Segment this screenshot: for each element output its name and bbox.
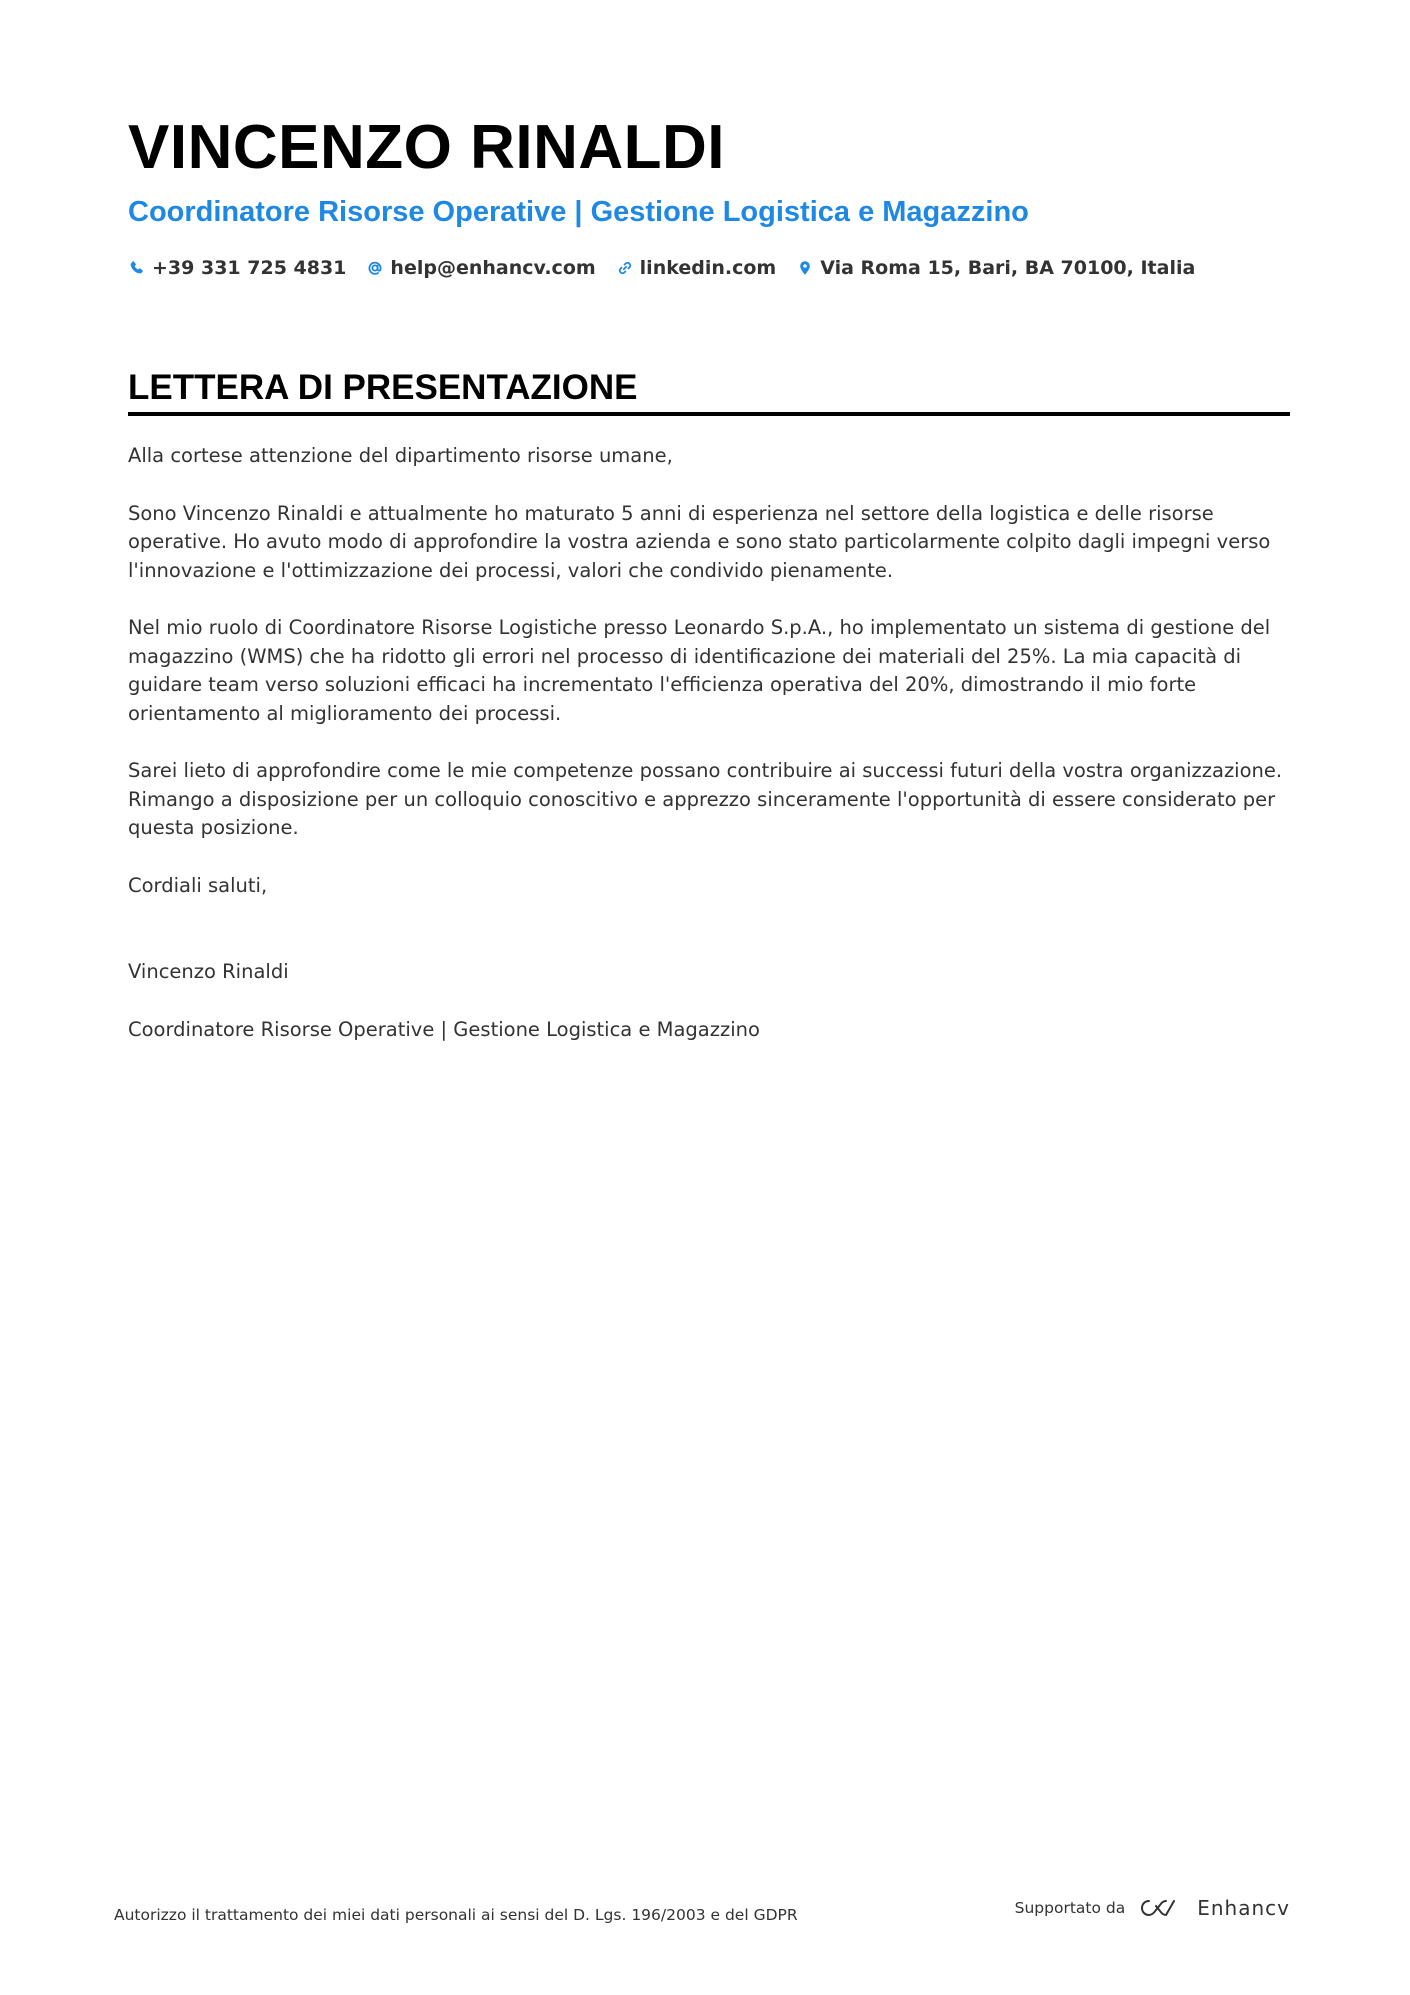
- applicant-headline: Coordinatore Risorse Operative | Gestione Logistica e Magazzino: [128, 196, 1029, 228]
- at-icon: [366, 259, 384, 277]
- section-divider: [128, 412, 1290, 416]
- signature-title: Coordinatore Risorse Operative | Gestione Logistica e Magazzino: [128, 1017, 760, 1041]
- letter-closing: Cordiali saluti,: [128, 873, 268, 897]
- letter-salutation: Alla cortese attenzione del dipartimento risorse umane,: [128, 444, 673, 467]
- contact-address: [796, 257, 1195, 279]
- applicant-name: VINCENZO RINALDI: [128, 113, 725, 182]
- contact-bar: [128, 252, 1290, 284]
- privacy-consent: Autorizzo il trattamento dei miei dati personali ai sensi del D. Lgs. 196/2003 e del GDPR: [114, 1906, 798, 1924]
- link-icon: [616, 259, 634, 277]
- contact-phone-text: +39 331 725 4831: [152, 257, 347, 279]
- contact-linkedin-text[interactable]: linkedin.com: [639, 257, 777, 279]
- phone-icon: [128, 259, 146, 277]
- page-footer: [114, 1888, 1290, 1928]
- powered-by[interactable]: [1015, 1896, 1290, 1920]
- contact-email[interactable]: [366, 257, 595, 279]
- signature-name: Vincenzo Rinaldi: [128, 960, 289, 983]
- section-title: LETTERA DI PRESENTAZIONE: [128, 368, 638, 407]
- letter-paragraph: Sono Vincenzo Rinaldi e attualmente ho maturato 5 anni di esperienza nel settore della logistica e delle risorse operative. Ho avuto modo di approfondire la vostra azienda e sono stato particolarmente colpito dagli impegni verso l'innovazione e l'ottimizzazione dei processi, valori che condivido pienamente.: [128, 501, 1271, 582]
- powered-by-label: Supportato da: [1014, 1899, 1126, 1917]
- cover-letter-page: [128, 110, 1290, 1073]
- contact-phone: [128, 257, 346, 279]
- contact-email-text[interactable]: help@enhancv.com: [390, 257, 596, 279]
- letter-paragraph: Sarei lieto di approfondire come le mie competenze possano contribuire ai successi futuri della vostra organizzazione. Rimango a disposizione per un colloquio conoscitivo e apprezzo sinceramente l'opportunità di essere considerato per questa posizione.: [128, 759, 1283, 839]
- location-pin-icon: [796, 259, 814, 277]
- contact-linkedin[interactable]: [616, 257, 777, 279]
- letter-paragraph: Nel mio ruolo di Coordinatore Risorse Logistiche presso Leonardo S.p.A., ho implementato un sistema di gestione del magazzino (WMS) che ha ridotto gli errori nel processo di identificazione dei materiali del 25%. La mia capacità di guidare team verso soluzioni efficaci ha incrementato l'efficienza operativa del 20%, dimostrando il mio forte orientamento al miglioramento dei processi.: [128, 616, 1271, 725]
- brand-name: Enhancv: [1197, 1896, 1290, 1920]
- contact-address-text: Via Roma 15, Bari, BA 70100, Italia: [820, 257, 1196, 279]
- enhancv-logo-icon: [1137, 1896, 1183, 1920]
- letter-body: [128, 442, 1290, 1044]
